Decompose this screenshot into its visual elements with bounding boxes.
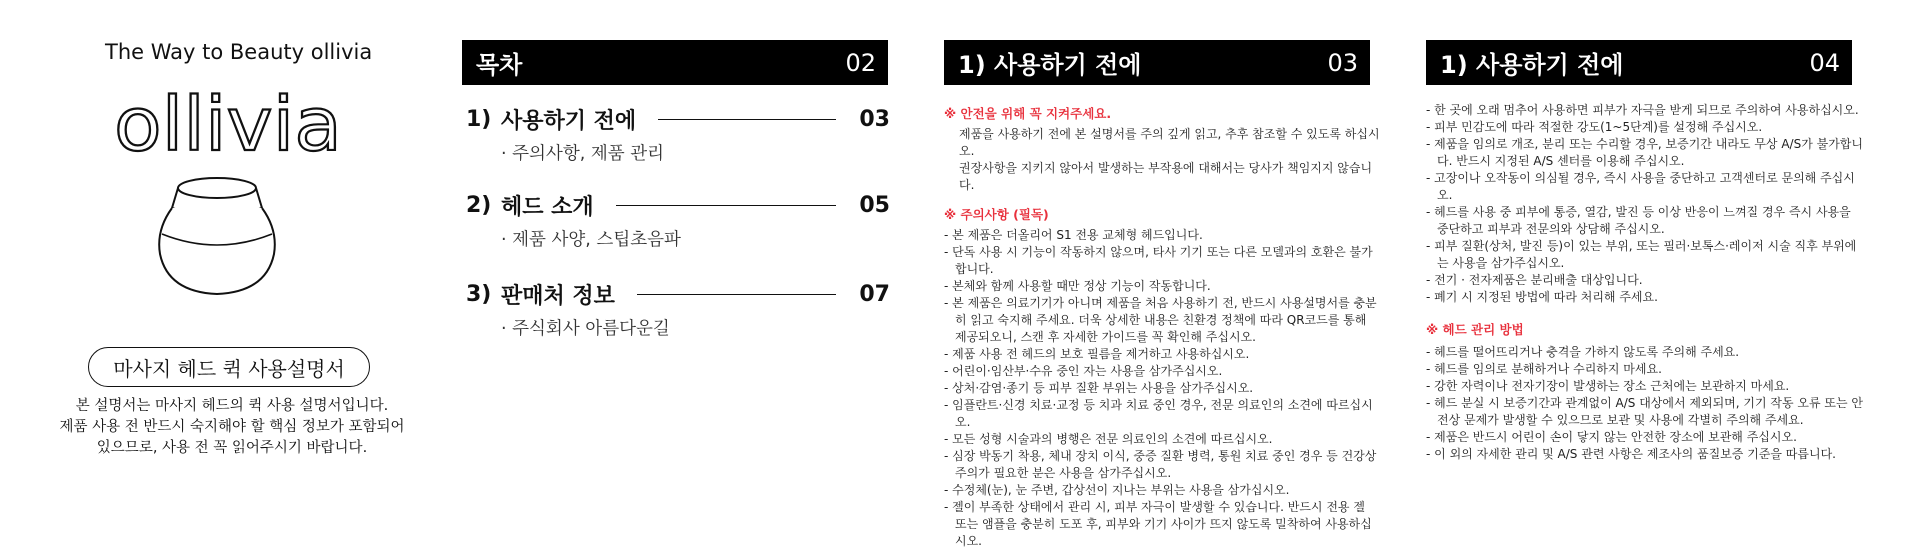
list-item: - 제품을 임의로 개조, 분리 또는 수리할 경우, 보증기간 내라도 무상 A/S가 불가합니다. 반드시 지정된 A/S 센터를 이용해 주십시오. [1426,136,1866,170]
safety-paragraph [944,126,1380,194]
list-item: - 심장 박동기 착용, 체내 장치 이식, 중증 질환 병력, 통원 치료 중인 경우 등 건강상 주의가 필요한 분은 사용을 삼가주십시오. [944,448,1380,482]
page3-header-page: 03 [1327,48,1358,77]
list-item: - 본체와 함께 사용할 때만 정상 기능이 작동합니다. [944,278,1380,295]
page4-header [1426,40,1852,85]
cover-description-line: 본 설명서는 마사지 헤드의 퀵 사용 설명서입니다. [75,398,389,414]
toc-item-page: 07 [859,281,890,307]
list-item: - 제품 사용 전 헤드의 보호 필름을 제거하고 사용하십시오. [944,346,1380,363]
toc-header-page: 02 [845,48,876,77]
list-item: - 헤드를 임의로 분해하거나 수리하지 마세요. [1426,361,1866,378]
list-item: - 헤드를 사용 중 피부에 통증, 열감, 발진 등 이상 반응이 느껴질 경우 즉시 사용을 중단하고 피부과 전문의와 상담해 주십시오. [1426,204,1866,238]
caution-section-title: ※ 주의사항 (필독) [944,207,1049,222]
massage-head-jar-icon [146,168,288,298]
toc-item-title: 판매처 정보 [501,283,615,309]
toc-item-number: 2) [466,192,492,218]
cover-description-line: 있으므로, 사용 전 꼭 읽어주시기 바랍니다. [96,440,368,456]
toc-item-before-use[interactable] [466,105,890,165]
precaution-list [1426,102,1866,306]
page4-body [1426,102,1866,463]
toc-leader-line [658,119,836,120]
manual-title-badge: 마사지 헤드 퀵 사용설명서 [88,347,370,387]
list-item: - 폐기 시 지정된 방법에 따라 처리해 주세요. [1426,289,1866,306]
toc-item-number: 1) [466,106,492,132]
list-item: - 수정체(눈), 눈 주변, 갑상선이 지나는 부위는 사용을 삼가십시오. [944,482,1380,499]
head-care-list [1426,344,1866,463]
toc-item-subtitle: · 주식회사 아름다운길 [501,319,670,339]
list-item: - 이 외의 자세한 관리 및 A/S 관련 사항은 제조사의 품질보증 기준을 따릅니다. [1426,446,1866,463]
head-care-section-title: ※ 헤드 관리 방법 [1426,322,1524,337]
list-item: - 상처·감염·종기 등 피부 질환 부위는 사용을 삼가주십시오. [944,380,1380,397]
cover-tagline: The Way to Beauty ollivia [105,40,373,64]
cover-description-line: 제품 사용 전 반드시 숙지해야 할 핵심 정보가 포함되어 [59,419,405,435]
list-item: - 피부 질환(상처, 발진 등)이 있는 부위, 또는 필러·보톡스·레이저 시술 직후 부위에는 사용을 삼가주십시오. [1426,238,1866,272]
list-item: - 강한 자력이나 전자기장이 발생하는 장소 근처에는 보관하지 마세요. [1426,378,1866,395]
caution-list [944,227,1380,550]
page3-header-title: 1) 사용하기 전에 [958,51,1142,79]
list-item: - 고장이나 오작동이 의심될 경우, 즉시 사용을 중단하고 고객센터로 문의해 주십시오. [1426,170,1866,204]
toc-item-page: 05 [859,192,890,218]
brand-logo [108,82,348,172]
list-item: - 본 제품은 더올리어 S1 전용 교체형 헤드입니다. [944,227,1380,244]
list-item: - 헤드를 떨어뜨리거나 충격을 가하지 않도록 주의해 주세요. [1426,344,1866,361]
toc-header-title: 목차 [476,51,523,79]
toc-item-seller-info[interactable] [466,280,890,340]
list-item: - 전기 · 전자제품은 분리배출 대상입니다. [1426,272,1866,289]
list-item: - 제품은 반드시 어린이 손이 닿지 않는 안전한 장소에 보관해 주십시오. [1426,429,1866,446]
toc-item-subtitle: · 주의사항, 제품 관리 [501,144,665,164]
list-item: - 헤드 분실 시 보증기간과 관계없이 A/S 대상에서 제외되며, 기기 작동 오류 또는 안전상 문제가 발생할 수 있으므로 보관 및 사용에 각별히 주의해 주세요. [1426,395,1866,429]
toc-leader-line [637,294,836,295]
list-item: - 한 곳에 오래 멈추어 사용하면 피부가 자극을 받게 되므로 주의하여 사용하십시오. [1426,102,1866,119]
safety-section-title: ※ 안전을 위해 꼭 지켜주세요. [944,106,1112,121]
list-item: - 젤이 부족한 상태에서 관리 시, 피부 자극이 발생할 수 있습니다. 반드시 전용 젤 또는 앰플을 충분히 도포 후, 피부와 기기 사이가 뜨지 않도록 밀착하여 사용하십시오. [944,499,1380,550]
page3-body [944,104,1380,550]
list-item: - 임플란트·신경 치료·교정 등 치과 치료 중인 경우, 전문 의료인의 소견에 따르십시오. [944,397,1380,431]
safety-line: 제품을 사용하기 전에 본 설명서를 주의 깊게 읽고, 추후 참조할 수 있도록 하십시오. [959,127,1380,158]
list-item: - 모든 성형 시술과의 병행은 전문 의료인의 소견에 따르십시오. [944,431,1380,448]
toc-item-title: 헤드 소개 [501,194,594,220]
toc-item-head-intro[interactable] [466,191,890,251]
toc-leader-line [616,205,836,206]
page3-header [944,40,1370,85]
toc-item-page: 03 [859,106,890,132]
toc-item-title: 사용하기 전에 [501,108,637,134]
list-item: - 본 제품은 의료기기가 아니며 제품을 처음 사용하기 전, 반드시 사용설명서를 충분히 읽고 숙지해 주세요. 더욱 상세한 내용은 친환경 정책에 따라 QR코드를 통해 제공되오니, 스캔 후 자세한 가이드를 꼭 확인해 주십시오. [944,295,1380,346]
brand-logo-text: ollivia [114,82,342,168]
toc-item-subtitle: · 제품 사양, 스팁초음파 [501,230,681,250]
cover-description [52,396,412,459]
page4-header-page: 04 [1809,48,1840,77]
safety-line: 권장사항을 지키지 않아서 발생하는 부작용에 대해서는 당사가 책임지지 않습니다. [959,161,1373,192]
toc-item-number: 3) [466,281,492,307]
list-item: - 어린이·임산부·수유 중인 자는 사용을 삼가주십시오. [944,363,1380,380]
list-item: - 단독 사용 시 기능이 작동하지 않으며, 타사 기기 또는 다른 모델과의 호환은 불가합니다. [944,244,1380,278]
toc-header [462,40,888,85]
page4-header-title: 1) 사용하기 전에 [1440,51,1624,79]
list-item: - 피부 민감도에 따라 적절한 강도(1~5단계)를 설정해 주십시오. [1426,119,1866,136]
